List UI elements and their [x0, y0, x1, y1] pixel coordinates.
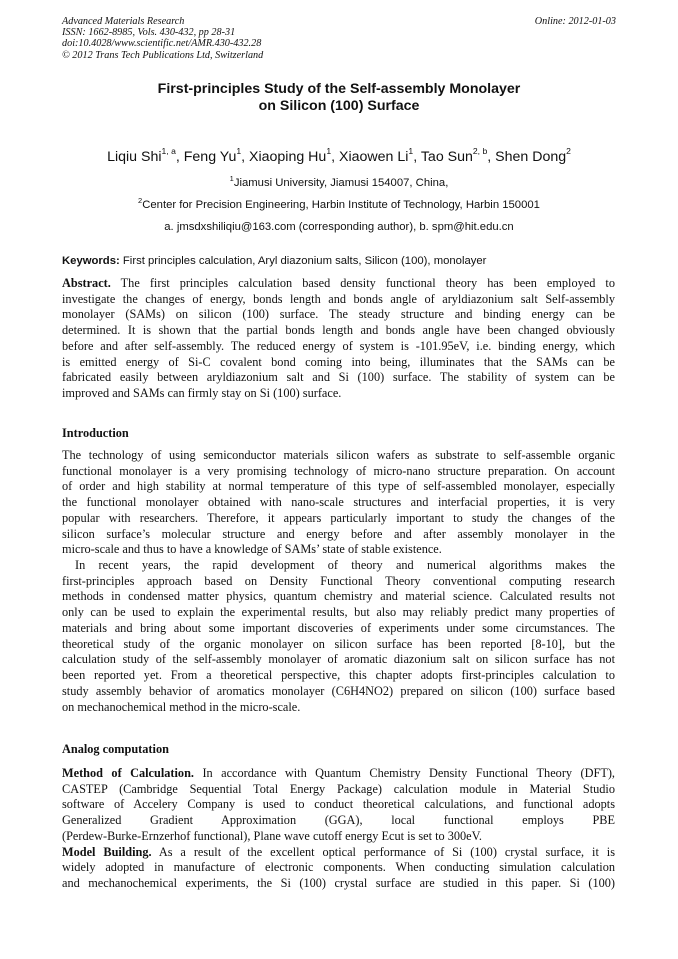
text-line: improved and SAMs can firmly stay on Si (100) surface.	[62, 386, 342, 401]
author-affiliation-mark: 1	[408, 146, 414, 156]
text-line: calculation study of the self-assembly monolayer of aromatic diazonium salt on silicon surface has not	[62, 652, 615, 667]
text-line: only can be used to explain the experimental results, but also may reliably predict many properties of	[62, 605, 615, 620]
text-line: CASTEP (Cambridge Sequential Total Energy Package) calculation module in Material Studio	[62, 781, 615, 796]
running-header	[62, 16, 616, 61]
analog-computation-body	[62, 766, 615, 892]
text-line: methods in condensed matter physics, quantum chemistry and material science. Calculated results not	[62, 589, 615, 604]
keywords-text: First principles calculation, Aryl diazonium salts, Silicon (100), monolayer	[122, 255, 487, 267]
section-heading-introduction: Introduction	[62, 426, 129, 440]
text-line: popular with researchers. Therefore, it appears particularly important to study the changes of the	[62, 510, 615, 525]
author-separator: ,	[175, 149, 184, 165]
author-emails[interactable]: a. jmsdxshiliqiu@163.com (corresponding author), b. spm@hit.edu.cn	[164, 221, 514, 233]
affiliation-mark: 1	[229, 174, 234, 183]
text-line: theoretical study of the organic monolayer on silicon surface has been reported [8-10], but the	[62, 636, 615, 651]
text-line: (Perdew-Burke-Ernzerhof functional), Plane wave cutoff energy Ecut is set to 300eV.	[62, 828, 483, 843]
affiliation-text: Center for Precision Engineering, Harbin Institute of Technology, Harbin 150001	[142, 199, 540, 211]
issn-line: ISSN: 1662-8985, Vols. 430-432, pp 28-31	[62, 27, 236, 39]
affiliation-mark: 2	[138, 196, 143, 205]
author: Tao Sun	[420, 149, 473, 165]
text-line: In recent years, the rapid development of theory and numerical algorithms makes the	[75, 558, 615, 573]
model-label: Model Building.	[62, 844, 152, 859]
author-separator: ,	[241, 149, 250, 165]
doi-line[interactable]: doi:10.4028/www.scientific.net/AMR.430-432.28	[62, 38, 262, 50]
text-line: been reported yet. From a theoretical perspective, this chapter adopts first-principles calculation to	[62, 668, 615, 683]
text-line: of order and high stability at normal temperature of this type of self-assembled monolayer, especially	[62, 479, 615, 494]
text-line: materials and bring about some important discoveries of experiments under some circumstances. The	[62, 620, 615, 635]
text-line: is emitted energy of Si-C covalent bond coming into being, illuminates that the SAMs can be	[62, 354, 615, 369]
author-affiliation-mark: 1	[236, 146, 242, 156]
text-line: silicon surface’s molecular structure and energy before and after assembly monolayer in the	[62, 526, 615, 541]
text-line: The technology of using semiconductor materials silicon wafers as substrate to self-assemble organic	[62, 448, 615, 462]
text-line: first-principles approach based on Density Functional Theory conventional computing research	[62, 573, 615, 588]
paper-title	[70, 81, 608, 115]
text-line: Model Building. As a result of the excellent optical performance of Si (100) crystal surface, it is	[62, 844, 615, 859]
online-date: Online: 2012-01-03	[534, 16, 616, 27]
affiliation-text: Jiamusi University, Jiamusi 154007, China,	[233, 177, 449, 189]
text-line: widely adopted in manufacture of electronic components. When conducting simulation calculation	[62, 860, 615, 875]
author: Shen Dong	[495, 149, 567, 165]
text-line: before and after self-assembly. The reduced energy of system is -101.95eV, i.e. binding energy, which	[62, 338, 615, 353]
copyright-line: © 2012 Trans Tech Publications Ltd, Switzerland	[62, 49, 264, 61]
text-line: study assembly behavior of aromatics monolayer (C6H4NO2) prepared on silicon (100) surface based	[62, 683, 615, 698]
journal-name: Advanced Materials Research	[62, 16, 185, 27]
author-list	[20, 148, 658, 166]
title-line-1: First-principles Study of the Self-assembly Monolayer	[157, 81, 521, 97]
abstract	[62, 276, 615, 402]
author: Xiaowen Li	[339, 149, 409, 165]
text-line: software of Accelery Company is used to conduct theoretical calculations, and functional adopts	[62, 797, 615, 812]
text-line: determined. It is shown that the partial bonds length and bonds angle have been changed obviously	[62, 323, 615, 338]
author-affiliation-mark: 1	[326, 146, 332, 156]
author-affiliation-mark: 2, b	[472, 146, 488, 156]
introduction-body	[62, 448, 615, 715]
affiliation-1	[20, 174, 658, 190]
author-affiliation-mark: 2	[566, 146, 571, 156]
section-heading-analog-computation: Analog computation	[62, 742, 169, 756]
text-line: Generalized Gradient Approximation (GGA), local functional employs PBE	[62, 813, 615, 828]
affiliation-2	[20, 196, 658, 212]
text-line: the functional monolayer obtained with nano-scale structures and interfacial properties, it is very	[62, 495, 615, 510]
text-line: on mechanochemical method in the micro-scale.	[62, 699, 301, 714]
method-label: Method of Calculation.	[62, 766, 194, 780]
title-line-2: on Silicon (100) Surface	[258, 98, 420, 114]
text-line: and mechanochemical experiments, the Si (100) crystal surface are studied in this paper. Si (100)	[62, 876, 615, 891]
text-line: Abstract. The first principles calculation based density functional theory has been employed to	[62, 276, 615, 290]
author-separator: ,	[413, 149, 421, 165]
author-affiliation-mark: 1, a	[161, 146, 176, 156]
keywords	[62, 255, 618, 268]
abstract-label: Abstract.	[62, 276, 111, 290]
text-line: investigate the changes of energy, bonds length and bonds angle of aryldiazonium salt Self-assembly	[62, 291, 615, 306]
text-line: functional monolayer is a very promising technology of micro-nano structure preparation. On account	[62, 463, 615, 478]
author: Feng Yu	[183, 149, 237, 165]
author-separator: ,	[331, 149, 339, 165]
author: Xiaoping Hu	[249, 149, 327, 165]
author-separator: ,	[487, 149, 496, 165]
text-line: fabricated easily between aryldiazonium salt and Si (100) surface. The stability of system can be	[62, 370, 615, 385]
text-line: monolayer (SAMs) on silicon (100) surface. The steady structure and binding energy can be	[62, 307, 615, 322]
text-line: micro-scale and thus to have a knowledge of SAMs’ state of stable existence.	[62, 542, 442, 557]
keywords-label: Keywords:	[62, 255, 120, 267]
author: Liqiu Shi	[107, 149, 162, 165]
text-line: Method of Calculation. In accordance with Quantum Chemistry Density Functional Theory (DFT),	[62, 766, 615, 780]
